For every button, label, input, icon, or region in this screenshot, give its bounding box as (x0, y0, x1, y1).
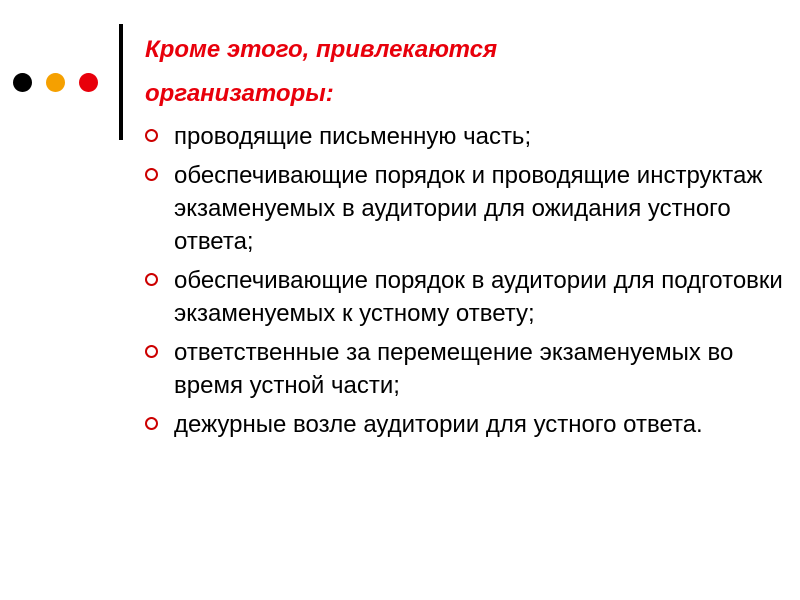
list-item-text: проводящие письменную часть; (174, 123, 532, 150)
ring-bullet-icon (145, 417, 158, 430)
heading-line-1: Кроме этого, привлекаются (145, 36, 498, 63)
list-item-text: дежурные возле аудитории для устного ответа. (174, 411, 703, 438)
orange-dot-icon (46, 73, 65, 92)
list-item (145, 120, 785, 153)
slide-heading (145, 28, 785, 116)
ring-bullet-icon (145, 345, 158, 358)
red-dot-icon (79, 73, 98, 92)
black-dot-icon (13, 73, 32, 92)
ring-bullet-icon (145, 129, 158, 142)
list-item (145, 408, 785, 441)
ring-bullet-icon (145, 168, 158, 181)
list-item (145, 336, 785, 402)
list-item (145, 264, 785, 330)
ring-bullet-icon (145, 273, 158, 286)
bullet-list (145, 120, 785, 447)
heading-line-2: организаторы: (145, 80, 334, 107)
list-item (145, 159, 785, 258)
decorative-dots (13, 73, 98, 92)
list-item-text: обеспечивающие порядок в аудитории для подготовки экзаменуемых к устному ответу; (174, 267, 783, 327)
vertical-divider (119, 24, 123, 140)
list-item-text: обеспечивающие порядок и проводящие инструктаж экзаменуемых в аудитории для ожидания устного ответа; (174, 162, 763, 255)
list-item-text: ответственные за перемещение экзаменуемых во время устной части; (174, 339, 734, 399)
